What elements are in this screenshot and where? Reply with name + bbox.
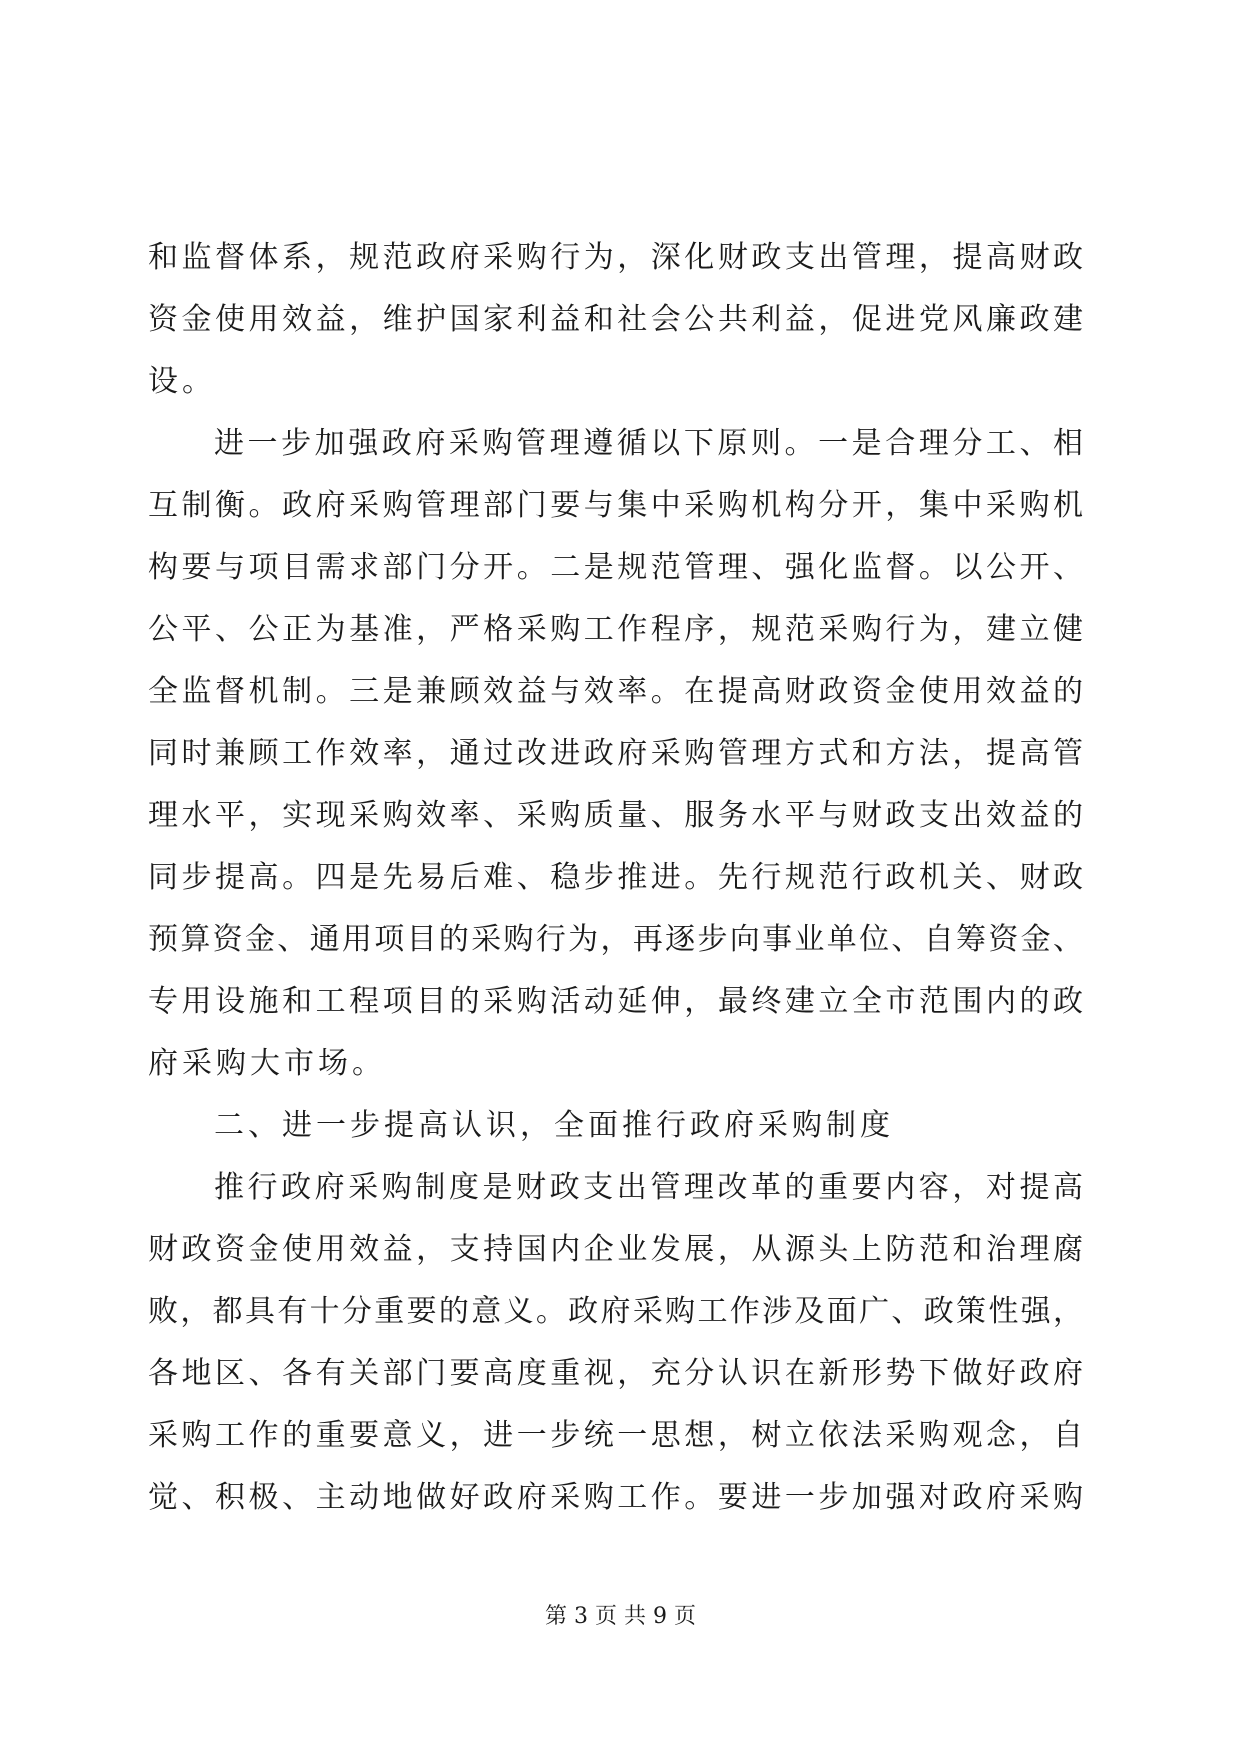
text-line: 推行政府采购制度是财政支出管理改革的重要内容，对提高	[214, 1170, 1083, 1205]
text-line: 府采购大市场。	[148, 1046, 386, 1081]
text-line: 各地区、各有关部门要高度重视，充分认识在新形势下做好政府	[148, 1356, 1083, 1391]
text-line: 设。	[148, 364, 216, 399]
text-line: 同步提高。四是先易后难、稳步推进。先行规范行政机关、财政	[148, 860, 1083, 895]
text-line: 觉、积极、主动地做好政府采购工作。要进一步加强对政府采购	[148, 1480, 1083, 1515]
text-line: 和监督体系，规范政府采购行为，深化财政支出管理，提高财政	[148, 240, 1083, 275]
text-line: 全监督机制。三是兼顾效益与效率。在提高财政资金使用效益的	[148, 674, 1083, 709]
text-line: 公平、公正为基准，严格采购工作程序，规范采购行为，建立健	[148, 612, 1083, 647]
text-line: 互制衡。政府采购管理部门要与集中采购机构分开，集中采购机	[148, 488, 1083, 523]
text-line: 进一步加强政府采购管理遵循以下原则。一是合理分工、相	[214, 426, 1083, 461]
page-footer: 第 3 页 共 9 页	[545, 1604, 696, 1629]
text-line: 预算资金、通用项目的采购行为，再逐步向事业单位、自筹资金、	[148, 922, 1083, 957]
text-line: 专用设施和工程项目的采购活动延伸，最终建立全市范围内的政	[148, 984, 1083, 1019]
text-line: 构要与项目需求部门分开。二是规范管理、强化监督。以公开、	[148, 550, 1083, 585]
text-line: 同时兼顾工作效率，通过改进政府采购管理方式和方法，提高管	[148, 736, 1083, 771]
document-body	[148, 227, 1083, 1529]
text-line: 败，都具有十分重要的意义。政府采购工作涉及面广、政策性强，	[148, 1294, 1083, 1329]
text-line: 财政资金使用效益，支持国内企业发展，从源头上防范和治理腐	[148, 1232, 1083, 1267]
text-line: 理水平，实现采购效率、采购质量、服务水平与财政支出效益的	[148, 798, 1083, 833]
text-line: 资金使用效益，维护国家利益和社会公共利益，促进党风廉政建	[148, 302, 1083, 337]
text-line: 二、进一步提高认识，全面推行政府采购制度	[214, 1108, 894, 1143]
text-line: 采购工作的重要意义，进一步统一思想，树立依法采购观念，自	[148, 1418, 1083, 1453]
